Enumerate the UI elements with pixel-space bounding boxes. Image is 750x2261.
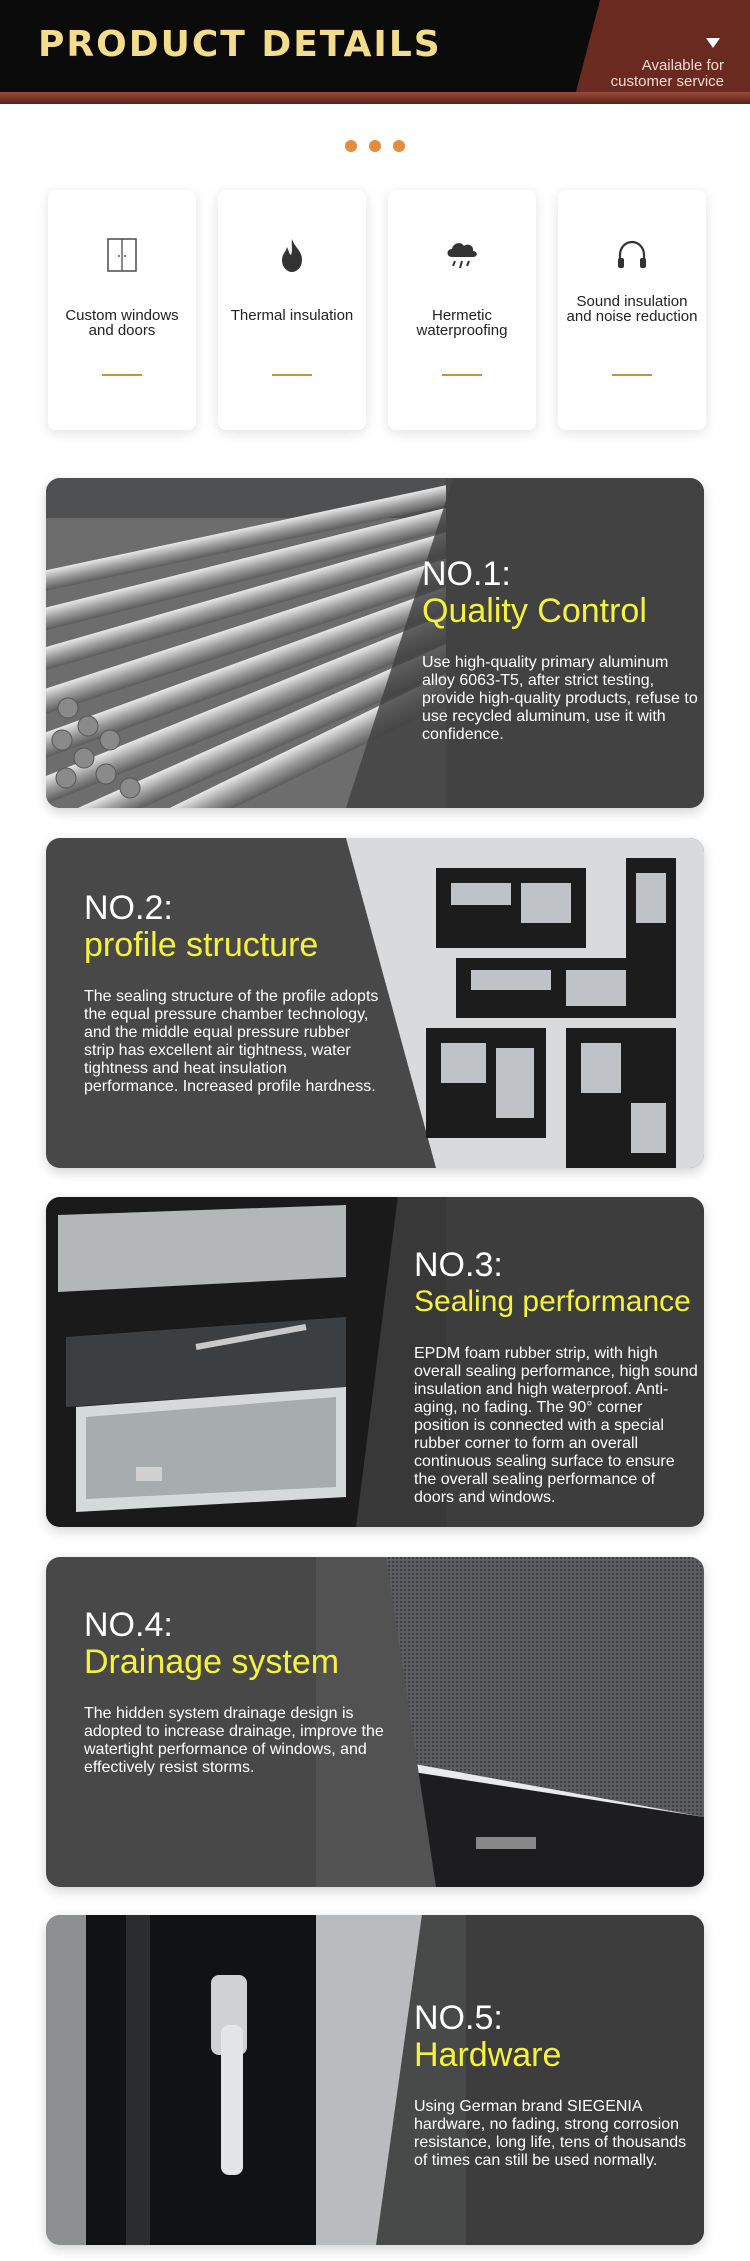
panel-text [414, 1247, 699, 1507]
panel-number: NO.5: [414, 1999, 503, 2037]
header-banner [0, 0, 750, 104]
panel-text [84, 890, 384, 1096]
panel-title: Sealing performance [414, 1285, 691, 1318]
panel-body: Using German brand SIEGENIA hardware, no fading, strong corrosion resistance, long life, tens of thousands of times can still be used normally. [414, 2098, 687, 2169]
panel-quality-control [46, 478, 704, 808]
feature-underline [442, 374, 482, 376]
panel-drainage-system [46, 1557, 704, 1887]
panel-title: Quality Control [422, 592, 647, 630]
panel-body: EPDM foam rubber strip, with high overall sealing performance, high sound insulation and high waterproof. Anti-aging, no fading. The 90° corner position is connected with a special rubber corner to form an overall continuous sealing surface to ensure the overall sealing performance of doors and windows. [414, 1345, 698, 1506]
dot-3 [393, 140, 405, 152]
panel-body: Use high-quality primary aluminum alloy 6063-T5, after strict testing, provide high-quality products, refuse to use recycled aluminum, use it with confidence. [422, 654, 698, 743]
panel-body: The hidden system drainage design is adopted to increase drainage, improve the watertight performance of windows, and effectively resist storms. [84, 1705, 384, 1776]
headphones-icon [612, 235, 652, 275]
dot-2 [369, 140, 381, 152]
panel-number: NO.2: [84, 889, 173, 927]
panel-text [414, 2000, 699, 2170]
flame-icon [272, 235, 312, 275]
feature-label: Thermal insulation [230, 307, 354, 324]
feature-card-custom [48, 190, 196, 430]
cloud-rain-icon [442, 235, 482, 275]
feature-label: Custom windows and doors [65, 307, 179, 339]
panel-number: NO.1: [422, 555, 511, 593]
panel-sealing-performance [46, 1197, 704, 1527]
panel-hardware [46, 1915, 704, 2245]
triangle-down-icon [706, 38, 720, 48]
header-stripe [0, 92, 750, 104]
dot-1 [345, 140, 357, 152]
window-door-icon [102, 235, 142, 275]
panel-title: Hardware [414, 2036, 562, 2074]
service-line-1: Available for [641, 57, 724, 74]
panel-profile-structure [46, 838, 704, 1168]
feature-label: Sound insulation and noise reduction [566, 293, 698, 325]
feature-card-waterproof [388, 190, 536, 430]
panel-text [84, 1607, 394, 1777]
feature-card-sound [558, 190, 706, 430]
panel-text [422, 556, 698, 744]
customer-service-note [611, 58, 724, 90]
feature-underline [272, 374, 312, 376]
panel-number: NO.4: [84, 1606, 173, 1644]
panel-title: Drainage system [84, 1643, 340, 1681]
feature-card-thermal [218, 190, 366, 430]
service-line-2: customer service [610, 73, 724, 90]
panel-number: NO.3: [414, 1246, 503, 1284]
panel-title: profile structure [84, 926, 319, 964]
feature-label: Hermetic waterproofing [416, 307, 508, 339]
page-title: PRODUCT DETAILS [38, 24, 442, 65]
feature-underline [102, 374, 142, 376]
pagination-dots [345, 140, 405, 152]
feature-underline [612, 374, 652, 376]
panel-body: The sealing structure of the profile adopts the equal pressure chamber technology, and the middle equal pressure rubber strip has excellent air tightness, water tightness and heat insulation performance. Increased profile hardness. [84, 988, 379, 1095]
